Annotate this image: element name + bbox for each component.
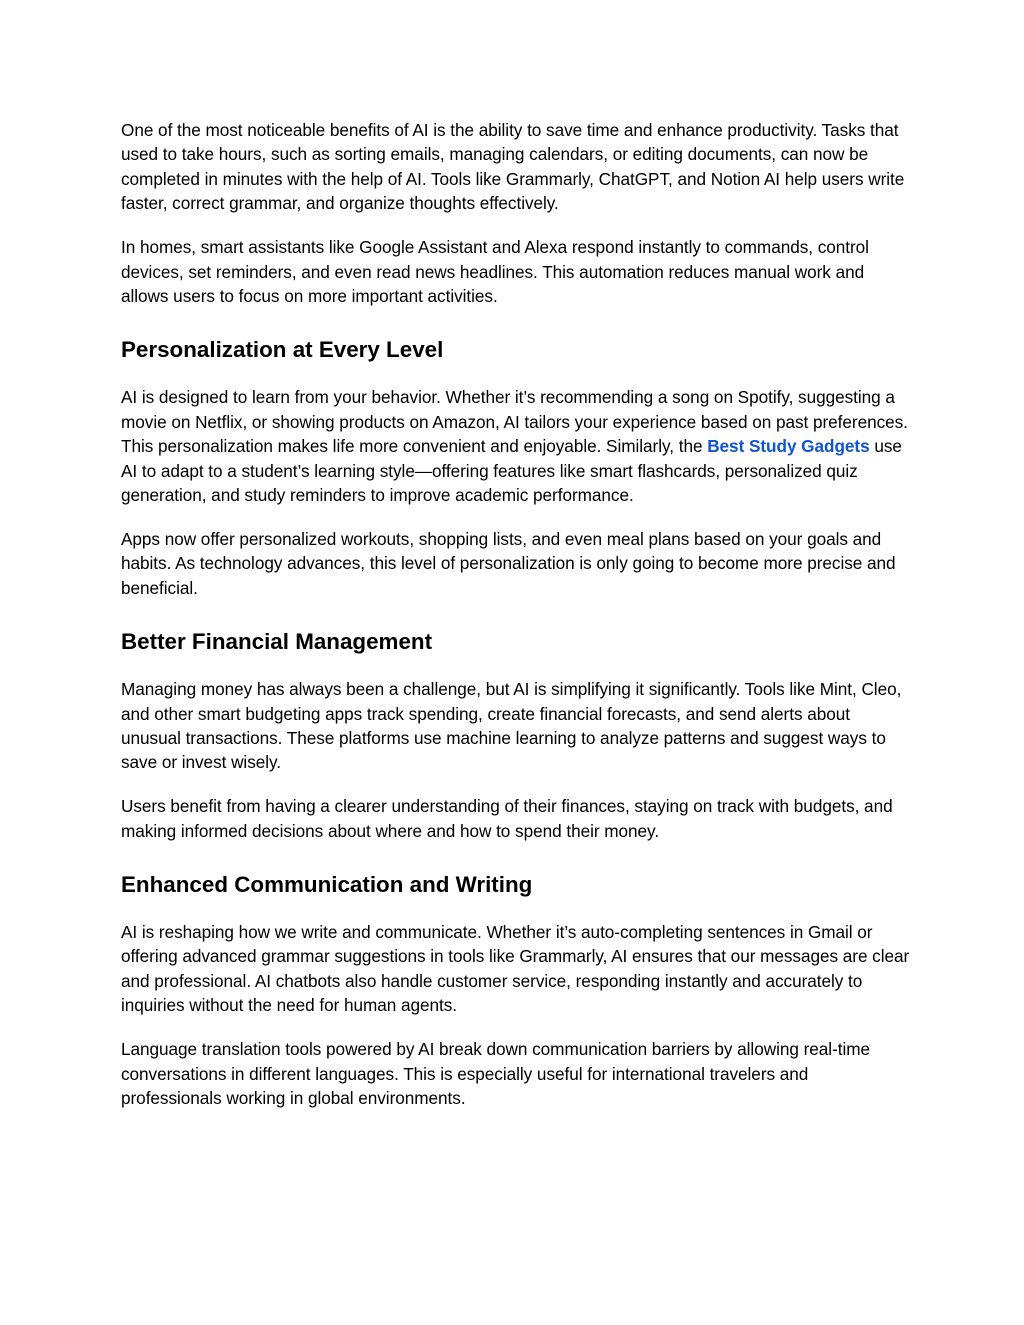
section-heading-finance: Better Financial Management	[121, 629, 433, 655]
intro-paragraph-1: One of the most noticeable benefits of AI is the ability to save time and enhance productivity. Tasks that used to take hours, such as sorting emails, managing calendars, or editing documents, can now be completed in minutes with the help of AI. Tools like Grammarly, ChatGPT, and Notion AI help users write faster, correct grammar, and organize thoughts effectively.	[121, 120, 905, 214]
communication-paragraph-1: AI is reshaping how we write and communicate. Whether it’s auto-completing sentences in Gmail or offering advanced grammar suggestions in tools like Grammarly, AI ensures that our messages are clear and professional. AI chatbots also handle customer service, responding instantly and accurately to inquiries without the need for human agents.	[121, 922, 910, 1016]
section-heading-communication: Enhanced Communication and Writing	[121, 872, 533, 898]
communication-paragraph-2: Language translation tools powered by AI break down communication barriers by allowing real-time conversations in different languages. This is especially useful for international travelers and professionals working in global environments.	[121, 1039, 870, 1108]
intro-paragraph-2: In homes, smart assistants like Google Assistant and Alexa respond instantly to commands, control devices, set reminders, and even read news headlines. This automation reduces manual work and allows users to focus on more important activities.	[121, 237, 869, 306]
finance-paragraph-2: Users benefit from having a clearer understanding of their finances, staying on track with budgets, and making informed decisions about where and how to spend their money.	[121, 796, 893, 841]
personalization-text-after-link: use AI to adapt to a student’s learning style—offering features like smart flashcards, personalized quiz generation, and study reminders to improve academic performance.	[121, 436, 902, 505]
section-heading-personalization: Personalization at Every Level	[121, 337, 444, 363]
personalization-text-before-link: AI is designed to learn from your behavior. Whether it’s recommending a song on Spotify, suggesting a movie on Netflix, or showing products on Amazon, AI tailors your experience based on past preferences. This personalization makes life more convenient and enjoyable. Similarly, the	[121, 387, 908, 457]
document-page	[121, 118, 911, 1110]
finance-paragraph-1: Managing money has always been a challenge, but AI is simplifying it significantly. Tools like Mint, Cleo, and other smart budgeting apps track spending, create financial forecasts, and send alerts about unusual transactions. These platforms use machine learning to analyze patterns and suggest ways to save or invest wisely.	[121, 679, 902, 773]
best-study-gadgets-link[interactable]: Best Study Gadgets	[707, 436, 870, 457]
personalization-paragraph-1	[121, 385, 911, 507]
personalization-paragraph-2: Apps now offer personalized workouts, shopping lists, and even meal plans based on your goals and habits. As technology advances, this level of personalization is only going to become more precise and beneficial.	[121, 528, 896, 598]
